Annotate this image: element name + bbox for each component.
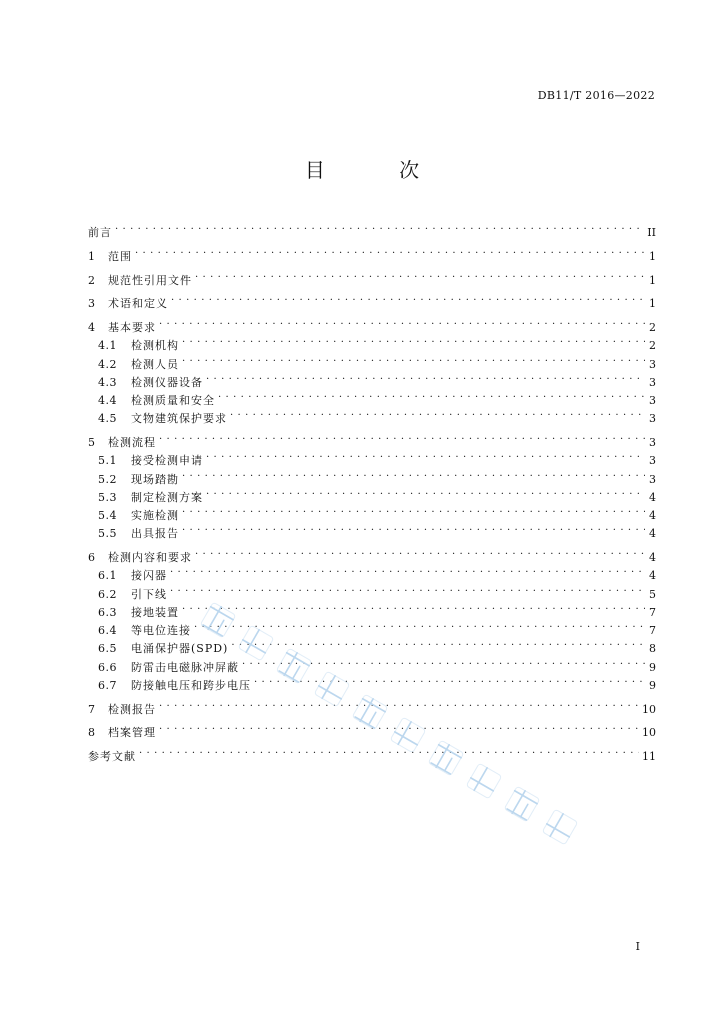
- toc-entry-number: 4.1: [98, 339, 117, 353]
- toc-entry-page: 3: [649, 472, 656, 486]
- table-of-contents: [88, 218, 656, 763]
- toc-entry-label: 档案管理: [108, 726, 156, 740]
- toc-entry[interactable]: [88, 598, 656, 619]
- toc-dot-leader: [159, 428, 645, 446]
- toc-dot-leader: [170, 580, 645, 598]
- toc-dot-leader: [115, 218, 644, 236]
- toc-dot-leader: [218, 386, 645, 404]
- toc-entry-page: 1: [649, 297, 656, 311]
- toc-entry-label: 接地装置: [131, 605, 179, 619]
- toc-entry-number: 4.3: [98, 375, 117, 389]
- toc-entry[interactable]: [88, 580, 656, 601]
- toc-dot-leader: [170, 561, 645, 579]
- toc-entry-page: 9: [649, 678, 656, 692]
- toc-entry-label: 防接触电压和跨步电压: [131, 678, 251, 692]
- toc-dot-leader: [159, 313, 645, 331]
- toc-entry-label: 检测质量和安全: [131, 394, 215, 407]
- toc-entry-label: 出具报告: [131, 527, 179, 541]
- toc-entry-label: 电涌保护器(SPD): [131, 642, 229, 656]
- toc-entry-page: 5: [649, 587, 656, 601]
- toc-dot-leader: [135, 242, 645, 260]
- toc-entry[interactable]: [88, 428, 656, 449]
- toc-dot-leader: [171, 289, 645, 307]
- toc-entry-page: 11: [642, 750, 656, 763]
- toc-dot-leader: [159, 695, 639, 713]
- toc-entry-page: 7: [649, 605, 656, 619]
- toc-entry-label: 接闪器: [131, 569, 167, 583]
- toc-entry-number: 6: [88, 551, 96, 564]
- toc-entry-label: 检测机构: [131, 339, 179, 353]
- toc-entry-page: 1: [649, 273, 656, 287]
- toc-entry-number: 6.6: [98, 660, 117, 674]
- toc-entry[interactable]: [88, 242, 656, 263]
- toc-entry-page: 3: [649, 436, 656, 449]
- toc-entry-page: II: [647, 226, 656, 239]
- toc-entry-label: 接受检测申请: [131, 454, 203, 468]
- toc-entry-label: 制定检测方案: [131, 490, 203, 504]
- toc-dot-leader: [159, 718, 639, 736]
- toc-entry-number: 3: [88, 297, 96, 311]
- toc-entry[interactable]: [88, 266, 656, 287]
- toc-dot-leader: [182, 465, 645, 483]
- toc-entry-number: 6.2: [98, 587, 117, 601]
- toc-entry-page: 4: [649, 551, 656, 564]
- toc-dot-leader: [182, 350, 645, 368]
- toc-entry-number: 7: [88, 702, 96, 716]
- toc-entry[interactable]: [88, 218, 656, 239]
- toc-entry-page: 10: [642, 702, 656, 716]
- toc-dot-leader: [230, 404, 645, 422]
- toc-entry[interactable]: [88, 561, 656, 583]
- toc-entry-number: 6.7: [98, 678, 117, 692]
- toc-entry-number: 4: [88, 321, 96, 334]
- toc-dot-leader: [194, 616, 645, 634]
- toc-entry[interactable]: [88, 718, 656, 740]
- toc-entry-label: 参考文献: [88, 750, 136, 763]
- toc-entry-label: 防雷击电磁脉冲屏蔽: [131, 660, 239, 674]
- toc-entry-page: 2: [649, 339, 656, 353]
- toc-entry-page: 3: [649, 454, 656, 468]
- toc-entry-number: 5.1: [98, 454, 117, 468]
- toc-dot-leader: [206, 368, 645, 386]
- document-code: DB11/T 2016—2022: [537, 89, 655, 102]
- toc-entry-number: 6.5: [98, 642, 117, 656]
- toc-entry-page: 7: [649, 624, 656, 637]
- toc-dot-leader: [206, 446, 645, 464]
- toc-entry[interactable]: [88, 446, 656, 468]
- toc-entry-label: 术语和定义: [108, 297, 168, 311]
- toc-dot-leader: [242, 653, 645, 671]
- toc-entry-page: 4: [649, 527, 656, 541]
- toc-entry-number: 5.5: [98, 527, 117, 541]
- toc-entry-label: 检测报告: [108, 702, 156, 716]
- toc-dot-leader: [195, 543, 645, 561]
- toc-entry-label: 检测人员: [131, 357, 179, 371]
- toc-entry-number: 5: [88, 436, 96, 449]
- toc-entry-label: 范围: [108, 249, 132, 263]
- toc-entry-page: 1: [649, 249, 656, 263]
- toc-entry-label: 实施检测: [131, 509, 179, 522]
- toc-dot-leader: [139, 742, 639, 760]
- toc-entry[interactable]: [88, 695, 656, 716]
- toc-entry[interactable]: [88, 313, 656, 334]
- toc-entry-number: 4.4: [98, 394, 117, 407]
- toc-entry-page: 3: [649, 375, 656, 389]
- toc-dot-leader: [231, 634, 645, 652]
- toc-entry-number: 6.1: [98, 569, 117, 583]
- toc-dot-leader: [182, 519, 645, 537]
- toc-entry-label: 等电位连接: [131, 624, 191, 637]
- toc-entry-number: 5.3: [98, 490, 117, 504]
- toc-entry-page: 10: [642, 726, 656, 740]
- toc-entry-number: 1: [88, 249, 96, 263]
- toc-entry-page: 3: [649, 357, 656, 371]
- toc-entry-number: 5.2: [98, 472, 117, 486]
- toc-entry-page: 4: [649, 509, 656, 522]
- toc-entry-number: 6.3: [98, 605, 117, 619]
- toc-entry-label: 前言: [88, 226, 112, 239]
- toc-entry-number: 4.2: [98, 357, 117, 371]
- toc-entry[interactable]: [88, 331, 656, 353]
- toc-entry-label: 规范性引用文件: [108, 273, 192, 287]
- toc-entry[interactable]: [88, 742, 656, 763]
- toc-entry-number: 4.5: [98, 412, 117, 426]
- toc-entry-page: 4: [649, 569, 656, 583]
- toc-entry-page: 9: [649, 660, 656, 674]
- toc-entry-label: 引下线: [131, 587, 167, 601]
- toc-entry-label: 检测内容和要求: [108, 551, 192, 564]
- toc-entry-page: 2: [649, 321, 656, 334]
- toc-entry-page: 8: [649, 642, 656, 656]
- page-number: I: [635, 940, 640, 953]
- toc-entry[interactable]: [88, 543, 656, 564]
- toc-dot-leader: [182, 331, 645, 349]
- toc-entry-label: 基本要求: [108, 321, 156, 334]
- toc-entry-number: 5.4: [98, 509, 117, 522]
- toc-entry-number: 6.4: [98, 624, 117, 637]
- toc-entry-label: 文物建筑保护要求: [131, 412, 227, 426]
- toc-entry-page: 4: [649, 490, 656, 504]
- toc-entry-label: 现场踏勘: [131, 472, 179, 486]
- toc-dot-leader: [206, 483, 645, 501]
- toc-entry-number: 2: [88, 273, 96, 287]
- toc-entry-label: 检测流程: [108, 436, 156, 449]
- toc-entry-page: 3: [649, 412, 656, 426]
- toc-dot-leader: [254, 671, 645, 689]
- toc-dot-leader: [195, 266, 645, 284]
- toc-entry-label: 检测仪器设备: [131, 375, 203, 389]
- toc-dot-leader: [182, 598, 645, 616]
- page-title: 目 次: [304, 158, 454, 182]
- toc-dot-leader: [182, 501, 645, 519]
- toc-entry-page: 3: [649, 394, 656, 407]
- toc-entry[interactable]: [88, 289, 656, 311]
- toc-entry-number: 8: [88, 726, 96, 740]
